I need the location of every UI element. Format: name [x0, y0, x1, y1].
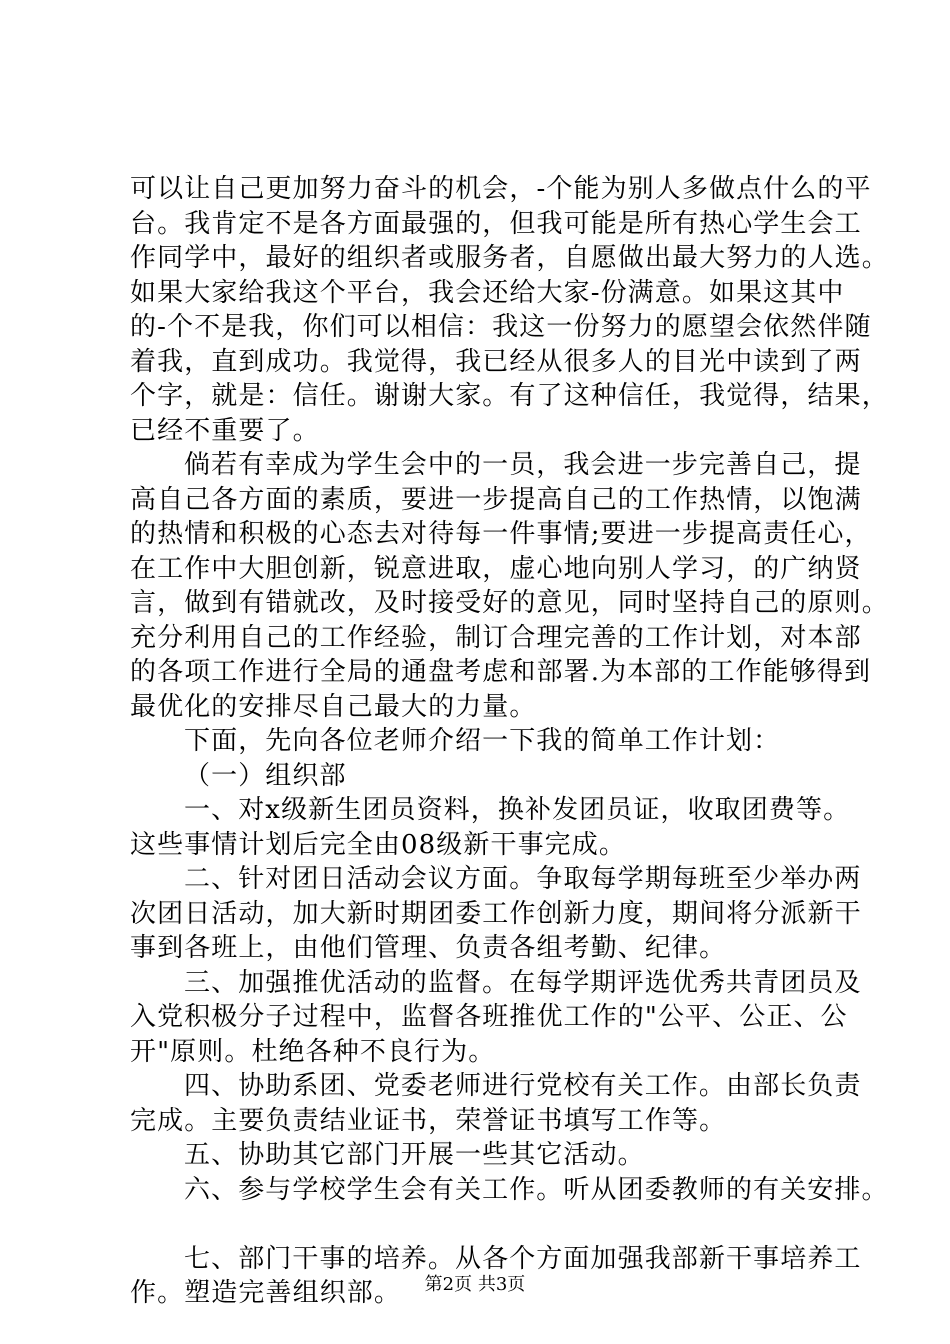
text-line: 如果大家给我这个平台，我会还给大家-份满意。如果这其中	[130, 277, 845, 308]
document-body	[130, 172, 889, 1311]
paragraph-gap	[130, 1207, 855, 1242]
paragraph-start-line: 倘若有幸成为学生会中的一员，我会进一步完善自己，提	[184, 450, 862, 480]
text-line: 的热情和积极的心态去对待每一件事情;要进一步提高责任心，	[130, 519, 872, 549]
page-footer	[0, 1274, 950, 1296]
text-line: 开"原则。杜绝各种不良行为。	[130, 1036, 496, 1067]
text-line: 入党积极分子过程中，监督各班推优工作的"公平、公正、公	[130, 1002, 848, 1032]
text-line: 次团日活动，加大新时期团委工作创新力度，期间将分派新干	[130, 898, 862, 929]
paragraph-start-line: 七、部门干事的培养。从各个方面加强我部新干事培养工	[184, 1243, 862, 1274]
paragraph-start-line: 二、针对团日活动会议方面。争取每学期每班至少举办两	[184, 864, 862, 894]
paragraph-start-line: 四、协助系团、党委老师进行党校有关工作。由部长负责	[184, 1071, 862, 1101]
text-line: 作。塑造完善组织部。	[130, 1278, 402, 1308]
paragraph-start-line: 五、协助其它部门开展一些其它活动。	[184, 1140, 645, 1170]
page-number-label: 第2页 共3页	[424, 1274, 526, 1295]
text-line: 个字，就是：信任。谢谢大家。有了这种信任，我觉得，结果，	[130, 381, 889, 411]
text-line: 完成。主要负责结业证书，荣誉证书填写工作等。	[130, 1105, 727, 1136]
text-line: 最优化的安排尽自己最大的力量。	[130, 691, 537, 722]
text-line: 的-个不是我，你们可以相信：我这一份努力的愿望会依然伴随	[130, 312, 872, 342]
text-line: 这些事情计划后完全由08级新干事完成。	[130, 829, 626, 860]
text-line: 可以让自己更加努力奋斗的机会，-个能为别人多做点什么的平	[130, 174, 872, 204]
text-line: 着我，直到成功。我觉得，我已经从很多人的目光中读到了两	[130, 346, 862, 377]
paragraph-start-line: 一、对x级新生团员资料，换补发团员证，收取团费等。	[184, 795, 851, 825]
text-line: 台。我肯定不是各方面最强的，但我可能是所有热心学生会工	[130, 208, 862, 239]
text-line: 事到各班上，由他们管理、负责各组考勤、纪律。	[130, 933, 727, 963]
text-line: 的各项工作进行全局的通盘考虑和部署.为本部的工作能够得到	[130, 657, 872, 687]
text-line: 在工作中大胆创新，锐意进取，虚心地向别人学习，的广纳贤	[130, 553, 862, 584]
section-heading: （一）组织部	[184, 760, 347, 791]
text-line: 作同学中，最好的组织者或服务者，自愿做出最大努力的人选。	[130, 243, 889, 273]
text-line: 充分利用自己的工作经验，制订合理完善的工作计划，对本部	[130, 622, 862, 653]
text-line: 高自己各方面的素质，要进一步提高自己的工作热情，以饱满	[130, 484, 862, 515]
paragraph-start-line: 三、加强推优活动的监督。在每学期评选优秀共青团员及	[184, 967, 862, 998]
text-line: 言，做到有错就改，及时接受好的意见，同时坚持自己的原则。	[130, 588, 889, 618]
paragraph-start-line: 六、参与学校学生会有关工作。听从团委教师的有关安排。	[184, 1174, 889, 1205]
paragraph-start-line: 下面，先向各位老师介绍一下我的简单工作计划：	[184, 726, 781, 756]
text-line: 已经不重要了。	[130, 415, 320, 446]
